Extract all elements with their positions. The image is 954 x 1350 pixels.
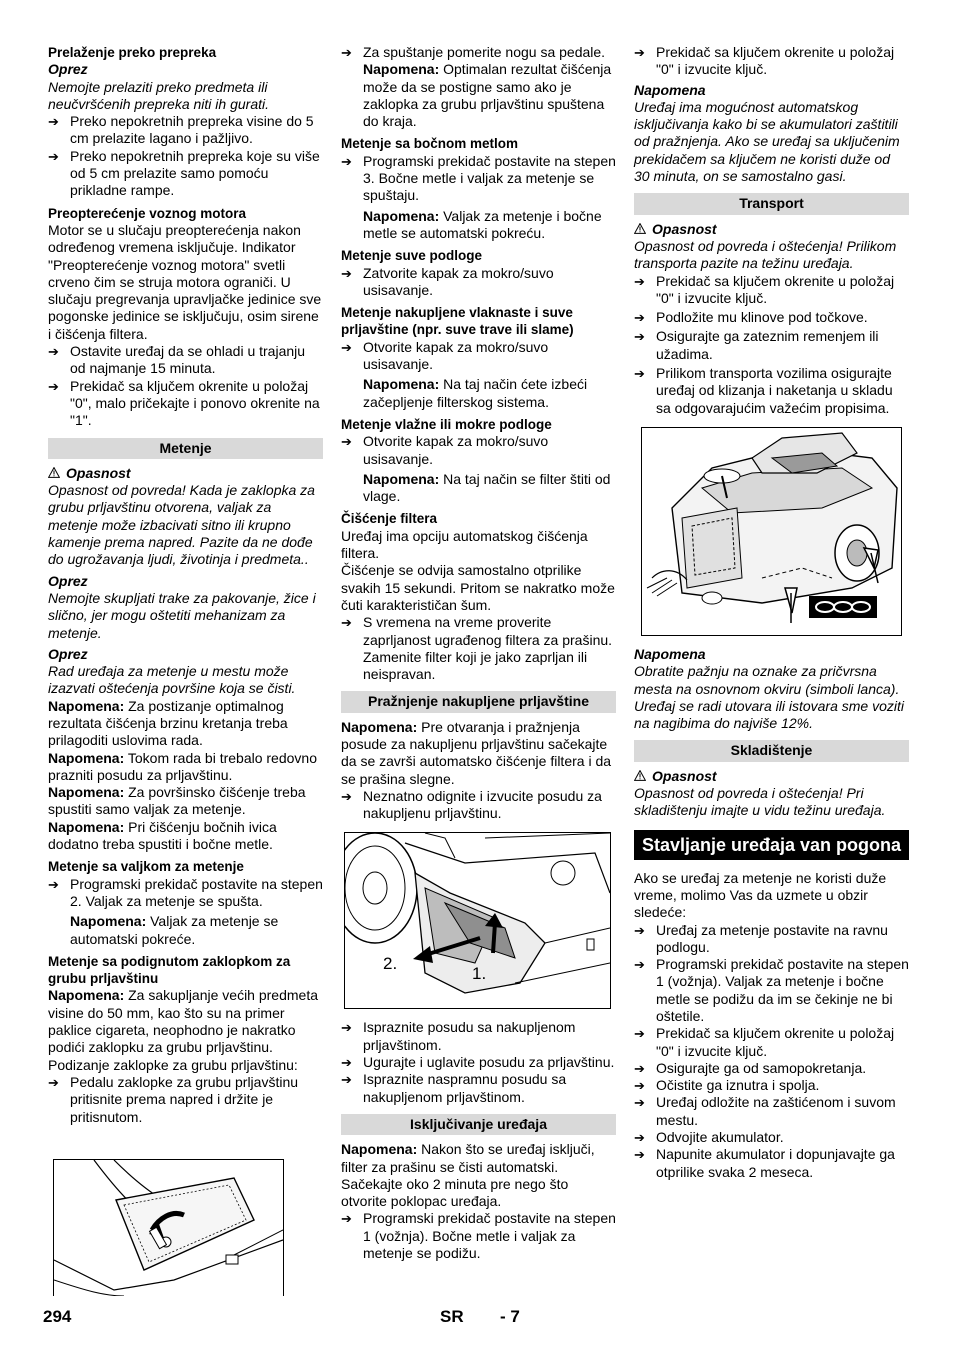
step-item: ➔ Programski prekidač postavite na stepen 3. Bočne metle i valjak za metenje se spuštaju. <box>341 153 616 205</box>
note <box>341 376 616 411</box>
step-item: ➔ Zatvorite kapak za mokro/suvo usisavanje. <box>341 265 616 300</box>
paragraph: Uređaj ima opciju automatskog čišćenja filtera. <box>341 527 588 562</box>
heading-flap: Metenje sa podignutom zaklopkom za grubu prljavštinu <box>48 953 291 987</box>
step-item: ➔ Prilikom transporta vozilima osigurajte uređaj od klizanja i naketanja u skladu sa odgovarajućim važećim propisima. <box>634 365 909 417</box>
note-text: Obratite pažnju na oznake za pričvrsna mesta na osnovnom okviru (simboli lanca). Uređaj se radi utovara ili istovara sme voziti na nagibima do najviše 12%. <box>634 663 904 732</box>
caution-label: Oprez <box>48 61 88 78</box>
pedal-figure <box>53 1159 284 1296</box>
note <box>341 208 616 243</box>
step-item: ➔ Uređaj odložite na zaštićenom i suvom mestu. <box>634 1094 909 1129</box>
note-label: Napomena: <box>363 61 440 78</box>
note-label: Napomena: <box>70 913 147 930</box>
note-text: Pri čišćenju bočnih ivica dodatno treba spustiti i bočne metle. <box>48 818 277 853</box>
note-text: Na taj način ćete izbeći začepljenje filterskog sistema. <box>363 376 588 410</box>
caution-label: Oprez <box>48 572 88 589</box>
paragraph: Čišćenje se odvija samostalno otprilike svakih 15 sekundi. Pritom se nakratko može čuti karakterističan šum. <box>341 562 615 613</box>
step-item: ➔ S vremena na vreme proverite zaprljanost ugrađenog filtera za prašinu. Zamenite filter koji je jako zaprljan ili neispravan. <box>341 614 616 683</box>
note-label: Napomena: <box>48 784 125 801</box>
figure-label: 1. <box>472 964 487 984</box>
note <box>48 750 323 785</box>
step-item: ➔ Prekidač sa ključem okrenite u položaj "0" i izvucite ključ. <box>634 44 909 79</box>
section-bar-sweeping: Metenje <box>48 438 323 459</box>
step-item: ➔ Ostavite uređaj da se ohladi u trajanju od najmanje 15 minuta. <box>48 343 323 378</box>
heading-obstacles: Prelaženje preko prepreka <box>48 45 217 60</box>
step-item: ➔ Neznatno odignite i izvucite posudu za nakupljenu prljavštinu. <box>341 788 616 823</box>
step-item: ➔ Otvorite kapak za mokro/suvo usisavanje. <box>341 433 616 468</box>
note-label: Napomena: <box>363 207 440 224</box>
step-item: ➔ Podložite mu klinove pod točkove. <box>634 309 909 326</box>
note-text: Uređaj ima mogućnost automatskog isključivanja kako bi se akumulatori zaštitili od pražnjenja. Ako se uređaj sa uključenim prekidačem sa ključem ne koristi duže od 30 minuta, on se samostalno gasi. <box>634 98 900 185</box>
step-item: ➔ Programski prekidač postavite na stepen 1 (vožnja). Bočne metle i valjak za metenje se podižu. <box>341 1210 616 1262</box>
note-label: Napomena <box>634 81 706 98</box>
sweeper-illustration <box>642 428 901 635</box>
hopper-figure <box>344 832 611 1009</box>
step-item: ➔ Osigurajte ga zateznim remenjem ili užadima. <box>634 328 909 363</box>
step-item: ➔ Preko nepokretnih prepreka visine do 5 cm prelazite lagano i pažljivo. <box>48 113 323 148</box>
danger-label: Opasnost <box>66 464 131 481</box>
danger-text: Opasnost od povreda i oštećenja! Prilikom transporta pazite na težinu uređaja. <box>634 237 897 272</box>
note <box>48 698 323 750</box>
step-item: ➔ Pedalu zaklopke za grubu prljavštinu pritisnite prema napred i držite je pritisnutom. <box>48 1074 323 1126</box>
danger-heading <box>634 221 909 238</box>
note <box>341 61 616 130</box>
step-item: ➔ Odvojite akumulator. <box>634 1129 909 1146</box>
step-item: ➔ Očistite ga iznutra i spolja. <box>634 1077 909 1094</box>
note <box>341 471 616 506</box>
danger-text: Opasnost od povreda i oštećenja! Pri skladištenju imajte u vidu težinu uređaja. <box>634 785 886 819</box>
note-text: Tokom rada bi trebalo redovno prazniti posudu za prljavštinu. <box>48 749 317 783</box>
caution-label: Oprez <box>48 645 88 662</box>
caution-text: Nemojte prelaziti preko predmeta ili neučvršćenih prepreka niti ih gurati. <box>48 78 270 112</box>
language-code: SR <box>440 1307 464 1326</box>
section-bar-empty: Pražnjenje nakupljene prljavštine <box>341 691 616 712</box>
note <box>48 784 323 819</box>
danger-text: Opasnost od povreda! Kada je zaklopka za grubu prljavštinu otvorena, valjak za metenje može izbacivati sitno ili krupno kamenje prema napred. Pazite da ne dođe do ugrožavanja ljudi, životinja i predmeta.. <box>48 482 315 568</box>
note-text: Pre otvaranja i pražnjenja posude za nakupljenu prljavštinu sačekajte da se završi automatsko čišćenje filtera i da se prašina slegne. <box>341 718 612 787</box>
note <box>341 1141 616 1210</box>
figure-label: 2. <box>383 954 398 974</box>
note-text: Za sakupljanje većih predmeta visine do 50 mm, kao što su na primer paklice cigareta, neophodno je nakratko podići zaklopku za grubu prljavštinu. <box>48 987 319 1056</box>
step-item: ➔ Osigurajte ga od samopokretanja. <box>634 1060 909 1077</box>
section-bar-storage: Skladištenje <box>634 740 909 761</box>
page-suffix: - 7 <box>500 1307 520 1326</box>
danger-heading <box>634 768 909 785</box>
section-title-decommission: Stavljanje uređaja van pogona <box>634 830 909 860</box>
step-item: ➔ Ispraznite naspramnu posudu sa nakupljenom prljavštinom. <box>341 1071 616 1106</box>
danger-label: Opasnost <box>652 767 717 784</box>
step-item: ➔ Programski prekidač postavite na stepen 2. Valjak za metenje se spušta. <box>48 876 323 911</box>
note <box>48 913 323 948</box>
note-text: Za površinsko čišćenje treba spustiti samo valjak za metenje. <box>48 784 306 818</box>
sweeper-figure <box>641 427 902 636</box>
step-item: ➔ Prekidač sa ključem okrenite u položaj "0" i izvucite ključ. <box>634 1025 909 1060</box>
danger-heading <box>48 465 323 482</box>
step-item: ➔ Otvorite kapak za mokro/suvo usisavanje. <box>341 339 616 374</box>
heading-fibrous: Metenje nakupljene vlaknaste i suve prljavštine (npr. suve trave ili slame) <box>341 305 574 338</box>
note-label: Napomena: <box>341 1141 418 1158</box>
warning-triangle-icon <box>634 768 646 785</box>
note-label: Napomena: <box>48 697 125 714</box>
heading-side-broom: Metenje sa bočnom metlom <box>341 136 519 152</box>
step-item: ➔ Prekidač sa ključem okrenite u položaj "0", malo pričekajte i ponovo okrenite na "1". <box>48 378 323 430</box>
section-bar-transport: Transport <box>634 193 909 214</box>
note-label: Napomena: <box>48 987 125 1004</box>
step-item: ➔ Ugurajte i uglavite posudu za prljavštinu. <box>341 1054 616 1071</box>
step-item: ➔ Preko nepokretnih prepreka koje su više od 5 cm prelazite samo pomoću prikladne rampe. <box>48 148 323 200</box>
note-label: Napomena: <box>48 749 125 766</box>
caution-text: Nemojte skupljati trake za pakovanje, žice i slično, jer mogu oštetiti mehanizam za metenje. <box>48 589 316 641</box>
note-text: Optimalan rezultat čišćenja može da se postigne samo ako je zaklopka za grubu prljavštinu spuštena do kraja. <box>363 61 612 130</box>
heading-dry: Metenje suve podloge <box>341 248 483 264</box>
note-label: Napomena: <box>48 818 125 835</box>
note <box>48 819 323 854</box>
heading-wet: Metenje vlažne ili mokre podloge <box>341 416 552 432</box>
paragraph: Podizanje zaklopke za grubu prljavštinu: <box>48 1056 298 1073</box>
paragraph: Motor se u slučaju preopterećenja nakon određenog vremena isključuje. Indikator "Preopterećenje voznog motora" svetli crveno čim se struja motora ograniči. U slučaju pregrevanja upravljačke jedinice sve pogonske jedinice se isključuju, osim sirene i čišćenja filtera. <box>48 221 322 342</box>
paragraph: Ako se uređaj za metenje ne koristi duže vreme, molimo Vas da uzmete u obzir sledeće: <box>634 869 887 921</box>
heading-overload: Preopterećenje voznog motora <box>48 205 247 221</box>
step-item: ➔ Napunite akumulator i dopunjavajte ga otprilike svaka 2 meseca. <box>634 1146 909 1181</box>
step-item: ➔ Ispraznite posudu sa nakupljenom prljavštinom. <box>341 1019 616 1054</box>
step-item: ➔ Programski prekidač postavite na stepen 1 (vožnja). Valjak za metenje i bočne metle se podižu da im se čekinje ne bi oštetile. <box>634 956 909 1025</box>
note-text: Valjak za metenje se automatski pokreće. <box>70 913 279 947</box>
column-middle <box>341 44 616 1262</box>
pedal-illustration <box>54 1160 283 1296</box>
note-label: Napomena: <box>341 718 418 735</box>
heading-roller: Metenje sa valjkom za metenje <box>48 859 244 875</box>
note-label: Napomena: <box>363 376 440 393</box>
note-text: Za postizanje optimalnog rezultata čišćenja brzinu kretanja treba prilagoditi uslovima rada. <box>48 697 288 749</box>
heading-filter: Čišćenje filtera <box>341 511 438 527</box>
section-bar-off: Isključivanje uređaja <box>341 1114 616 1135</box>
page-number: 294 <box>43 1307 72 1326</box>
note <box>48 987 323 1056</box>
warning-triangle-icon <box>48 465 60 482</box>
column-left <box>48 44 323 1126</box>
step-item: ➔ Prekidač sa ključem okrenite u položaj "0" i izvucite ključ. <box>634 273 909 308</box>
note-text: Valjak za metenje i bočne metle se automatski pokreću. <box>363 207 602 241</box>
note-text: Nakon što se uređaj isključi, filter za prašinu se čisti automatski. Sačekajte oko 2 minuta pre nego što otvorite poklopac uređaja. <box>341 1141 595 1210</box>
note-label: Napomena: <box>363 470 440 487</box>
caution-text: Rad uređaja za metenje u mestu može izazvati oštećenja površine koja se čisti. <box>48 663 296 697</box>
warning-triangle-icon <box>634 221 646 238</box>
note <box>341 719 616 788</box>
danger-label: Opasnost <box>652 220 717 237</box>
step-item: ➔ Uređaj za metenje postavite na ravnu podlogu. <box>634 922 909 957</box>
step-item: ➔ Za spuštanje pomerite nogu sa pedale. <box>341 44 616 61</box>
column-right <box>634 44 909 1181</box>
note-text: Na taj način se filter štiti od vlage. <box>363 470 611 505</box>
note-label: Napomena <box>634 645 706 662</box>
